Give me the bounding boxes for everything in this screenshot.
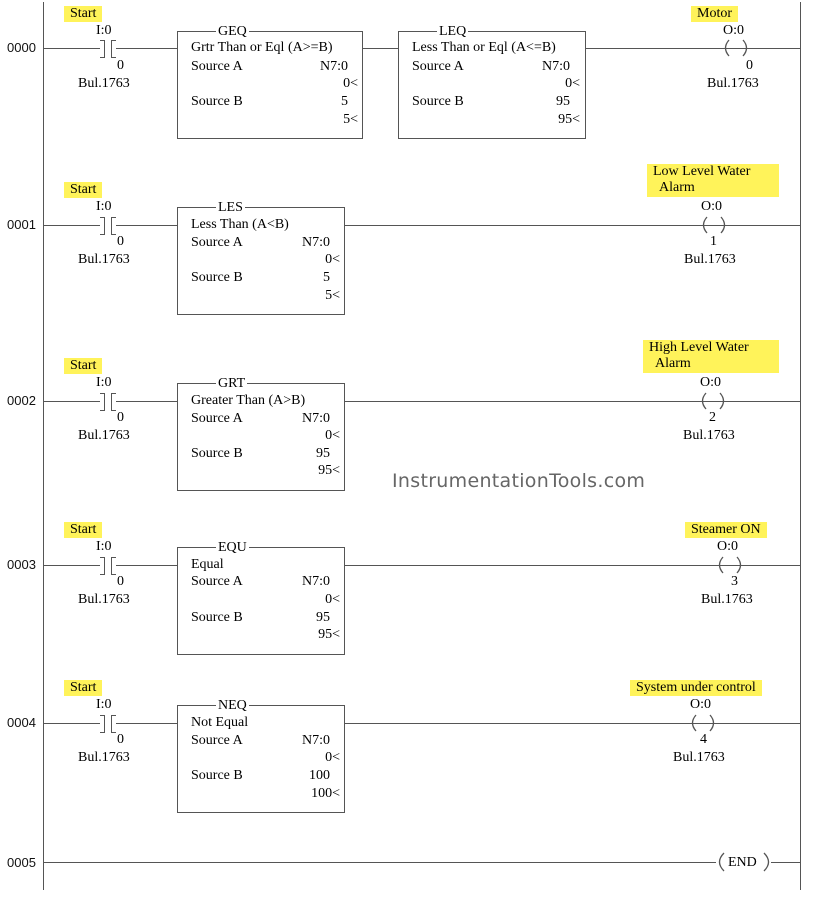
input-label: Start xyxy=(64,680,102,696)
block-mnemonic: LES xyxy=(218,200,243,215)
output-address: O:0 xyxy=(700,375,721,390)
block-mnemonic: EQU xyxy=(218,540,247,555)
input-address: I:0 xyxy=(96,199,112,214)
output-address: O:0 xyxy=(701,199,722,214)
block-description: Not Equal xyxy=(191,715,249,730)
rung-number: 0001 xyxy=(7,217,36,232)
source-b-label: Source B xyxy=(191,768,243,783)
block-description: Greater Than (A>B) xyxy=(191,393,306,408)
source-b-value: 95< xyxy=(318,463,340,478)
output-coil-icon[interactable] xyxy=(721,39,751,57)
block-description: Less Than (A<B) xyxy=(191,217,289,232)
output-address: O:0 xyxy=(723,23,744,38)
input-label: Start xyxy=(64,358,102,374)
output-module: Bul.1763 xyxy=(673,750,725,765)
rung-number: 0004 xyxy=(7,715,36,730)
source-a-label: Source A xyxy=(412,59,464,74)
source-a-address: N7:0 xyxy=(302,733,330,748)
input-bit: 0 xyxy=(117,234,124,249)
input-module: Bul.1763 xyxy=(78,252,130,267)
source-a-value: 0< xyxy=(343,76,358,91)
output-bit: 3 xyxy=(731,574,738,589)
no-contact-icon[interactable] xyxy=(96,40,120,56)
rung-number: 0002 xyxy=(7,393,36,408)
left-power-rail xyxy=(43,2,44,890)
source-b-value: 95< xyxy=(558,112,580,127)
output-label-line1: Low Level Water xyxy=(653,164,751,179)
input-module: Bul.1763 xyxy=(78,750,130,765)
output-coil-icon[interactable] xyxy=(699,216,729,234)
output-coil-icon[interactable] xyxy=(688,714,718,732)
block-description: Equal xyxy=(191,557,224,572)
source-a-address: N7:0 xyxy=(320,59,348,74)
source-a-value: 0< xyxy=(325,592,340,607)
block-mnemonic: NEQ xyxy=(218,698,247,713)
input-label: Start xyxy=(64,6,102,22)
source-a-address: N7:0 xyxy=(302,574,330,589)
rung-wire xyxy=(43,225,800,226)
input-label: Start xyxy=(64,182,102,198)
input-address: I:0 xyxy=(96,697,112,712)
source-a-address: N7:0 xyxy=(542,59,570,74)
output-bit: 2 xyxy=(709,410,716,425)
source-b-value: 95< xyxy=(318,627,340,642)
output-address: O:0 xyxy=(717,539,738,554)
block-description: Less Than or Eql (A<=B) xyxy=(412,40,556,55)
source-a-value: 0< xyxy=(325,252,340,267)
source-b-value: 100< xyxy=(311,786,340,801)
right-power-rail xyxy=(800,2,801,890)
output-coil-icon[interactable] xyxy=(715,556,745,574)
source-a-label: Source A xyxy=(191,59,243,74)
no-contact-icon[interactable] xyxy=(96,715,120,731)
output-bit: 0 xyxy=(746,58,753,73)
input-module: Bul.1763 xyxy=(78,592,130,607)
source-b-label: Source B xyxy=(191,610,243,625)
source-a-label: Source A xyxy=(191,733,243,748)
no-contact-icon[interactable] xyxy=(96,393,120,409)
source-a-label: Source A xyxy=(191,235,243,250)
input-module: Bul.1763 xyxy=(78,76,130,91)
source-b-label: Source B xyxy=(191,446,243,461)
rung-wire xyxy=(43,401,800,402)
output-bit: 4 xyxy=(700,732,707,747)
rung-wire xyxy=(43,565,800,566)
output-label: System under control xyxy=(630,680,762,696)
output-label-line1: High Level Water xyxy=(649,340,749,355)
output-module: Bul.1763 xyxy=(701,592,753,607)
input-module: Bul.1763 xyxy=(78,428,130,443)
block-mnemonic: GEQ xyxy=(218,24,247,39)
source-b-address: 95 xyxy=(316,610,330,625)
output-label: Motor xyxy=(691,6,738,22)
input-bit: 0 xyxy=(117,58,124,73)
source-b-value: 5< xyxy=(343,112,358,127)
input-bit: 0 xyxy=(117,410,124,425)
source-b-address: 5 xyxy=(323,270,330,285)
output-label xyxy=(647,164,779,197)
source-b-label: Source B xyxy=(191,270,243,285)
output-label-line2: Alarm xyxy=(659,180,695,195)
output-module: Bul.1763 xyxy=(683,428,735,443)
source-a-label: Source A xyxy=(191,574,243,589)
source-a-label: Source A xyxy=(191,411,243,426)
block-mnemonic: GRT xyxy=(218,376,246,391)
source-a-value: 0< xyxy=(325,428,340,443)
block-mnemonic: LEQ xyxy=(439,24,467,39)
source-b-address: 95 xyxy=(556,94,570,109)
source-a-value: 0< xyxy=(565,76,580,91)
source-b-label: Source B xyxy=(412,94,464,109)
output-coil-icon[interactable] xyxy=(698,392,728,410)
source-a-address: N7:0 xyxy=(302,411,330,426)
input-bit: 0 xyxy=(117,732,124,747)
rung-wire xyxy=(43,723,800,724)
rung-number: 0000 xyxy=(7,40,36,55)
input-bit: 0 xyxy=(117,574,124,589)
watermark-text: InstrumentationTools.com xyxy=(392,470,646,492)
source-b-address: 5 xyxy=(341,94,348,109)
rung-wire xyxy=(43,862,716,863)
source-b-value: 5< xyxy=(325,288,340,303)
source-a-address: N7:0 xyxy=(302,235,330,250)
input-address: I:0 xyxy=(96,23,112,38)
output-bit: 1 xyxy=(710,234,717,249)
end-instruction[interactable]: END xyxy=(728,855,757,870)
output-label: Steamer ON xyxy=(685,522,767,538)
input-label: Start xyxy=(64,522,102,538)
rung-number: 0005 xyxy=(7,855,36,870)
no-contact-icon[interactable] xyxy=(96,217,120,233)
input-address: I:0 xyxy=(96,539,112,554)
source-b-address: 95 xyxy=(316,446,330,461)
rung-number: 0003 xyxy=(7,557,36,572)
block-description: Grtr Than or Eql (A>=B) xyxy=(191,40,333,55)
source-b-address: 100 xyxy=(309,768,330,783)
output-module: Bul.1763 xyxy=(707,76,759,91)
output-module: Bul.1763 xyxy=(684,252,736,267)
output-address: O:0 xyxy=(690,697,711,712)
output-label-line2: Alarm xyxy=(655,356,691,371)
source-b-label: Source B xyxy=(191,94,243,109)
output-label xyxy=(643,340,779,373)
source-a-value: 0< xyxy=(325,750,340,765)
input-address: I:0 xyxy=(96,375,112,390)
no-contact-icon[interactable] xyxy=(96,557,120,573)
